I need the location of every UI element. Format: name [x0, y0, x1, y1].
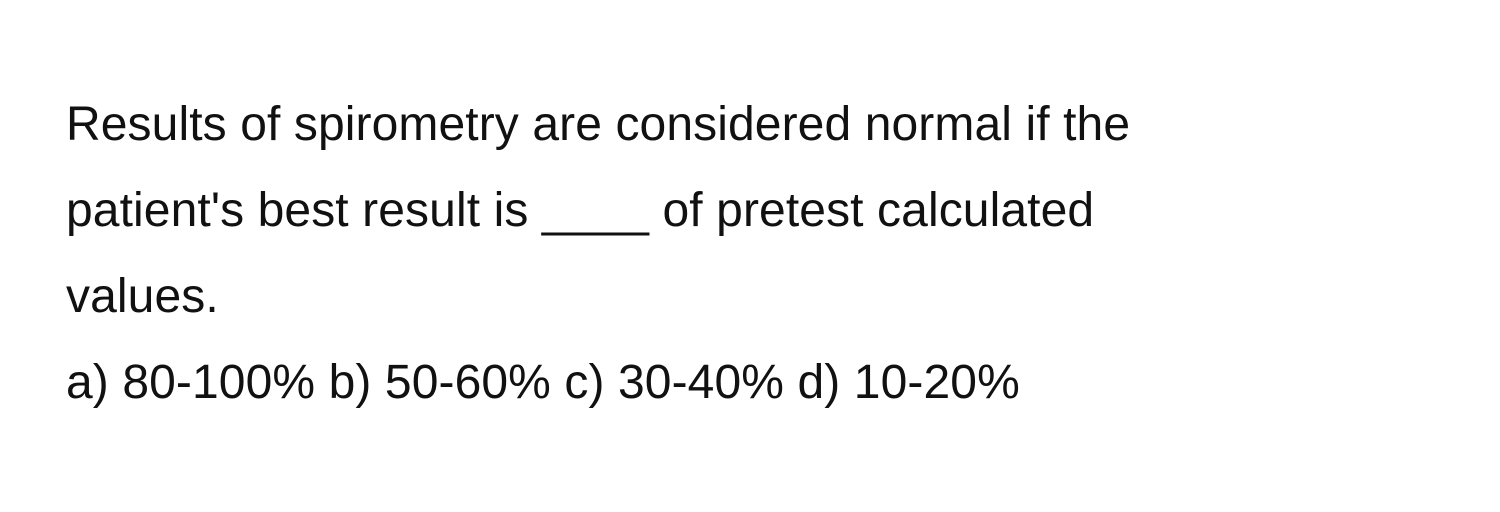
answer-options: a) 80-100% b) 50-60% c) 30-40% d) 10-20%	[66, 356, 1020, 409]
question-text-line-2: patient's best result is ____ of pretest calculated	[66, 184, 1095, 237]
question-text-line-3: values.	[66, 270, 219, 323]
question-text-line-1: Results of spirometry are considered normal if the	[66, 98, 1131, 151]
question-card	[66, 82, 1446, 426]
